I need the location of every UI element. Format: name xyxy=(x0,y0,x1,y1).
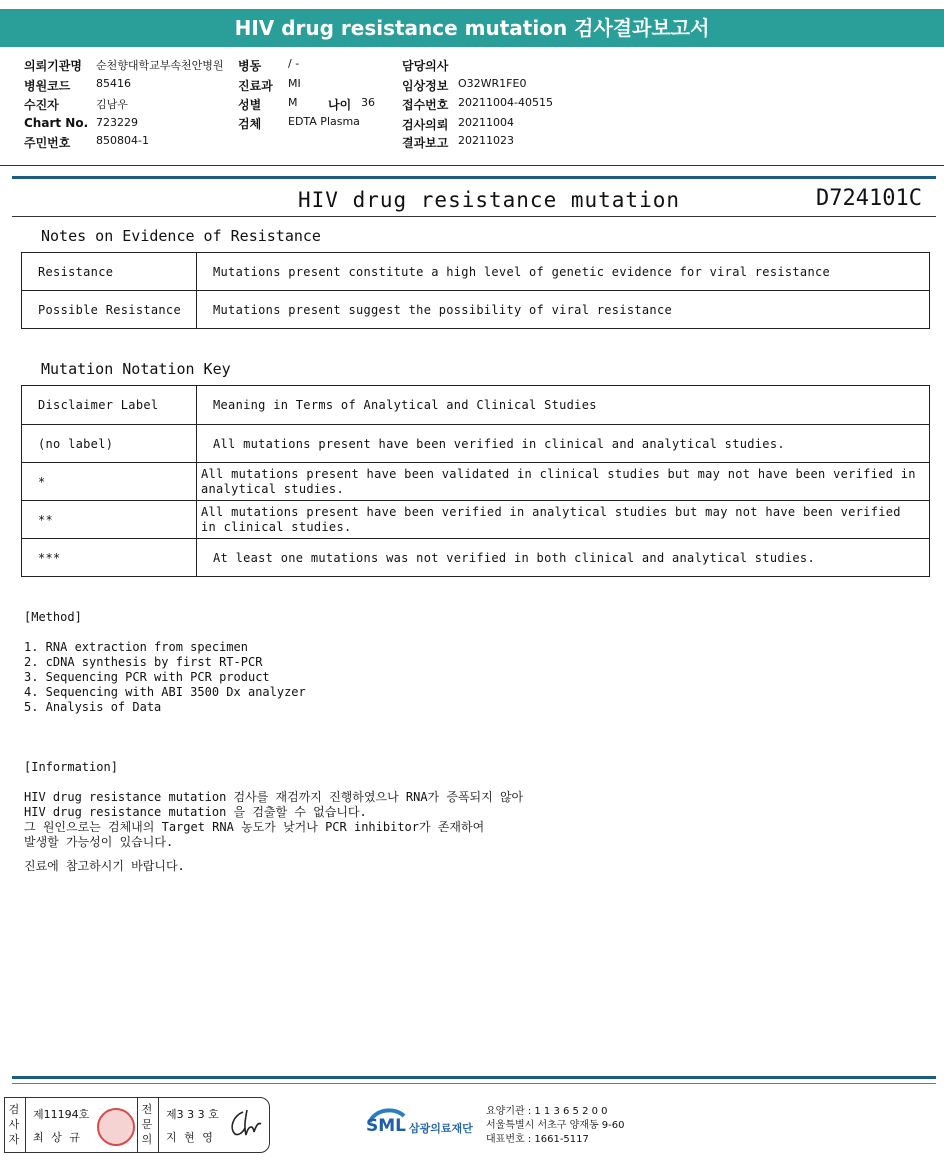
header-value: 20211023 xyxy=(458,134,514,147)
method-list xyxy=(24,640,306,715)
information-heading: [Information] xyxy=(24,760,118,774)
list-item: 2. cDNA synthesis by first RT-PCR xyxy=(24,655,263,669)
key-heading: Mutation Notation Key xyxy=(41,360,231,378)
key-label: ** xyxy=(22,501,197,539)
header-value: 20211004-40515 xyxy=(458,96,553,109)
header-value: 순천향대학교부속천안병원 xyxy=(96,59,224,72)
header-value: 723229 xyxy=(96,116,138,129)
information-closing: 진료에 참고하시기 바랍니다. xyxy=(24,859,185,873)
header-value: MI xyxy=(288,77,301,90)
footer-rule xyxy=(12,1076,936,1079)
header-label: 성별 xyxy=(238,98,262,112)
list-item: 4. Sequencing with ABI 3500 Dx analyzer xyxy=(24,685,306,699)
key-table xyxy=(21,385,930,577)
header-label: 진료과 xyxy=(238,79,273,93)
org-info xyxy=(486,1105,625,1147)
list-item: 1. RNA extraction from specimen xyxy=(24,640,248,654)
age-label: 나이 xyxy=(328,98,352,112)
title-underline xyxy=(12,216,936,217)
key-label: Disclaimer Label xyxy=(22,386,197,425)
header-label: Chart No. xyxy=(24,116,89,130)
information-line: HIV drug resistance mutation 을 검출할 수 없습니다. xyxy=(24,805,367,819)
notes-label: Possible Resistance xyxy=(22,291,197,329)
header-value: M xyxy=(288,96,298,109)
header-label: 접수번호 xyxy=(402,98,449,112)
signature-box xyxy=(4,1097,270,1153)
table-row xyxy=(22,463,930,501)
table-row xyxy=(22,291,930,329)
divider xyxy=(25,1098,26,1152)
information-line: 발생할 가능성이 있습니다. xyxy=(24,835,174,849)
header-label: 검체 xyxy=(238,117,262,131)
signature-icon xyxy=(227,1108,265,1140)
key-text: At least one mutations was not verified in both clinical and analytical studies. xyxy=(197,539,930,577)
header-label: 병동 xyxy=(238,59,262,73)
header-value: 20211004 xyxy=(458,116,514,129)
information-body xyxy=(24,790,904,874)
divider xyxy=(137,1098,138,1152)
key-label: (no label) xyxy=(22,425,197,463)
header-value: EDTA Plasma xyxy=(288,115,360,128)
information-line: 그 원인으로는 검체내의 Target RNA 농도가 낮거나 PCR inhibitor가 존재하여 xyxy=(24,820,485,834)
table-row xyxy=(22,386,930,425)
table-row xyxy=(22,425,930,463)
header-label: 의뢰기관명 xyxy=(24,59,82,73)
age-value: 36 xyxy=(361,96,375,109)
tester-name: 최 상 규 xyxy=(33,1131,82,1144)
key-text: All mutations present have been verified in analytical studies but may not have been verified in clinical studies. xyxy=(197,501,930,539)
key-label: *** xyxy=(22,539,197,577)
header-value: 김남우 xyxy=(96,98,128,111)
test-code: D724101C xyxy=(816,186,922,211)
notes-heading: Notes on Evidence of Resistance xyxy=(41,227,321,245)
reviewer-license: 제3 3 3 호 xyxy=(166,1108,219,1121)
list-item: 3. Sequencing PCR with PCR product xyxy=(24,670,270,684)
section-rule-top xyxy=(12,176,936,179)
org-code: 요양기관 : 1 1 3 6 5 2 0 0 xyxy=(486,1106,608,1117)
org-address: 서울특별시 서초구 양재동 9-60 xyxy=(486,1120,625,1131)
header-label: 검사의뢰 xyxy=(402,118,449,132)
table-row xyxy=(22,253,930,291)
key-text: All mutations present have been validated in clinical studies but may not have been verified in analytical studies. xyxy=(197,463,930,501)
reviewer-name: 지 현 영 xyxy=(166,1131,215,1144)
table-row xyxy=(22,539,930,577)
org-name: 삼광의료재단 xyxy=(409,1122,473,1135)
header-value: 850804-1 xyxy=(96,134,149,147)
notes-text: Mutations present constitute a high level of genetic evidence for viral resistance xyxy=(197,253,930,291)
key-text: Meaning in Terms of Analytical and Clinical Studies xyxy=(197,386,930,425)
header-label: 임상정보 xyxy=(402,79,449,93)
divider xyxy=(158,1098,159,1152)
tester-label: 검사자 xyxy=(8,1103,20,1146)
reviewer-label: 전문의 xyxy=(141,1103,153,1146)
tester-license: 제11194호 xyxy=(33,1108,90,1121)
notes-label: Resistance xyxy=(22,253,197,291)
header-divider xyxy=(0,165,944,166)
report-title-banner: HIV drug resistance mutation 검사결과보고서 xyxy=(0,9,944,47)
seal-icon xyxy=(97,1108,135,1146)
notes-table xyxy=(21,252,930,329)
method-heading: [Method] xyxy=(24,610,82,624)
table-row xyxy=(22,501,930,539)
header-value: O32WR1FE0 xyxy=(458,77,527,90)
org-phone: 대표번호 : 1661-5117 xyxy=(486,1134,589,1145)
org-logo-block xyxy=(364,1104,473,1148)
test-title: HIV drug resistance mutation xyxy=(298,188,681,212)
notes-text: Mutations present suggest the possibility of viral resistance xyxy=(197,291,930,329)
header-label: 담당의사 xyxy=(402,59,449,73)
key-label: * xyxy=(22,463,197,501)
footer-rule-thin xyxy=(12,1083,936,1084)
header-value: 85416 xyxy=(96,77,131,90)
header-value: / - xyxy=(288,57,300,70)
header-label: 결과보고 xyxy=(402,136,449,150)
information-line: HIV drug resistance mutation 검사를 재검까지 진행하였으나 RNA가 증폭되지 않아 xyxy=(24,790,524,804)
org-logo-text: SML xyxy=(366,1116,406,1136)
header-label: 수진자 xyxy=(24,98,59,112)
header-label: 주민번호 xyxy=(24,136,71,150)
header-label: 병원코드 xyxy=(24,79,71,93)
list-item: 5. Analysis of Data xyxy=(24,700,162,714)
key-text: All mutations present have been verified in clinical and analytical studies. xyxy=(197,425,930,463)
